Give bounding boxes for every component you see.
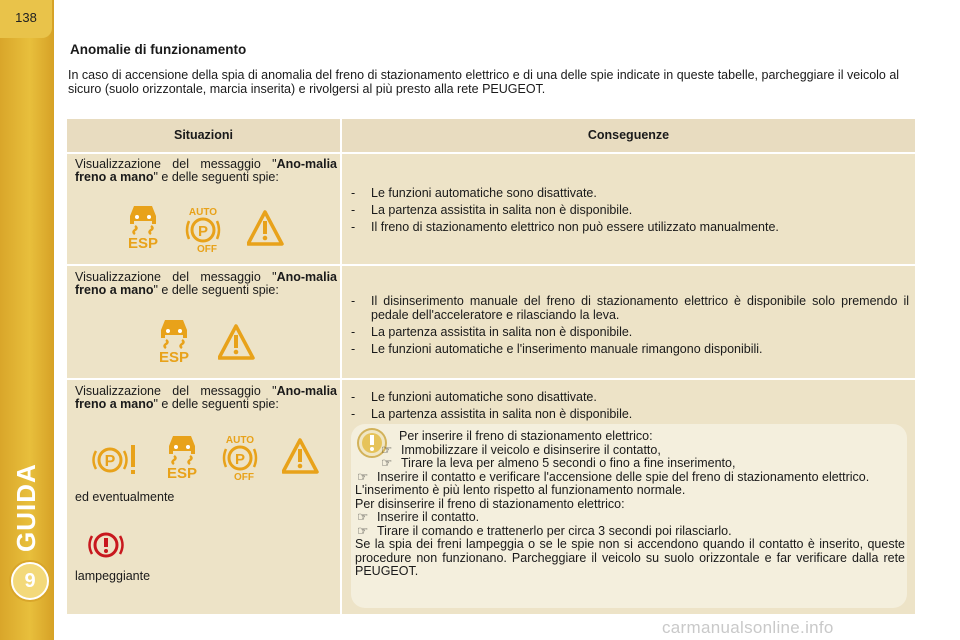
note-line: L'inserimento è più lento rispetto al funzionamento normale. <box>355 483 686 497</box>
note-text <box>355 430 905 579</box>
table-header-row <box>67 119 915 152</box>
intro-paragraph: In caso di accensione della spia di anomalia del freno di stazionamento elettrico e di una delle spie indicate in queste tabelle, parcheggiare il veicolo al sicuro (suolo orizzontale, marcia inserita) e rivolgersi al più presto alla rete PEUGEOT. <box>68 68 900 96</box>
note-bullet: ☞ Immobilizzare il veicolo e disinserire il contatto, <box>381 442 661 457</box>
list-item: - La partenza assistita in salita non è disponibile. <box>349 203 909 217</box>
blinking-label: lampeggiante <box>75 569 151 583</box>
note-bullet: ☞ Inserire il contatto e verificare l'accensione delle spie del freno di stazionamento elettrico. <box>357 469 870 484</box>
hand-pointer-icon: ☞ <box>357 510 369 524</box>
situation-text: Visualizzazione del messaggio "Ano-malia freno a mano" e delle seguenti spie: <box>75 384 337 411</box>
list-item: - Il disinserimento manuale del freno di stazionamento elettrico è disponibile solo premendo il pedale dell'acceleratore e rilasciando la leva. <box>349 294 909 322</box>
list-item: - Il freno di stazionamento elettrico non può essere utilizzato manualmente. <box>349 220 909 234</box>
section-title: Anomalie di funzionamento <box>70 42 247 57</box>
header-situazioni: Situazioni <box>173 128 234 142</box>
warning-triangle-icon <box>218 324 256 362</box>
list-item: - La partenza assistita in salita non è disponibile. <box>349 407 909 421</box>
esp-warning-icon <box>126 204 162 252</box>
row-divider <box>67 264 915 266</box>
situation-text: Visualizzazione del messaggio "Ano-malia freno a mano" e delle seguenti spie: <box>75 270 337 297</box>
list-item: - Le funzioni automatiche e l'inserimento manuale rimangono disponibili. <box>349 342 909 356</box>
note-line: Per disinserire il freno di stazionamento elettrico: <box>355 496 625 511</box>
consequences-list <box>349 186 909 237</box>
consequences-list <box>349 294 909 359</box>
row-divider <box>67 378 915 380</box>
list-item: - Le funzioni automatiche sono disattivate. <box>349 186 909 200</box>
note-line: Per inserire il freno di stazionamento elettrico: <box>399 429 653 443</box>
hand-pointer-icon: ☞ <box>381 456 393 470</box>
hand-pointer-icon: ☞ <box>357 523 369 538</box>
list-item: - Le funzioni automatiche sono disattivate. <box>349 390 909 404</box>
note-bullet: ☞ Inserire il contatto. <box>357 510 480 524</box>
column-divider <box>340 119 342 614</box>
hand-pointer-icon: ☞ <box>381 442 393 457</box>
header-conseguenze: Conseguenze <box>587 128 670 142</box>
auto-p-off-icon <box>220 434 262 482</box>
chapter-label: GUIDA <box>11 463 41 552</box>
note-bullet: ☞ Tirare il comando e trattenerlo per circa 3 secondi poi rilasciarlo. <box>357 523 732 538</box>
auto-p-off-icon <box>183 206 225 254</box>
note-line: Se la spia dei freni lampeggia o se le spie non si accendono quando il contatto è inserito, queste procedure non funzionano. Parcheggiare il veicolo su suolo orizzontale e far verificare dalla rete PEUGEOT. <box>355 537 905 578</box>
warning-triangle-icon <box>282 438 320 476</box>
row-divider <box>67 152 915 154</box>
chapter-number-badge: 9 <box>11 562 49 600</box>
list-item: - La partenza assistita in salita non è disponibile. <box>349 325 909 339</box>
page-number: 138 <box>0 0 52 38</box>
parking-brake-fault-icon <box>92 442 140 478</box>
watermark: carmanualsonline.info <box>662 618 834 637</box>
situation-text: Visualizzazione del messaggio "Ano-malia freno a mano" e delle seguenti spie: <box>75 157 337 184</box>
note-bullet: ☞ Tirare la leva per almeno 5 secondi o fino a fine inserimento, <box>381 456 736 470</box>
esp-warning-icon <box>157 318 193 366</box>
hand-pointer-icon: ☞ <box>357 469 369 484</box>
consequences-list <box>349 390 909 424</box>
warning-triangle-icon <box>247 210 285 248</box>
esp-warning-icon <box>165 434 201 482</box>
brake-warning-icon <box>86 528 126 562</box>
extra-label: ed eventualmente <box>75 490 175 504</box>
